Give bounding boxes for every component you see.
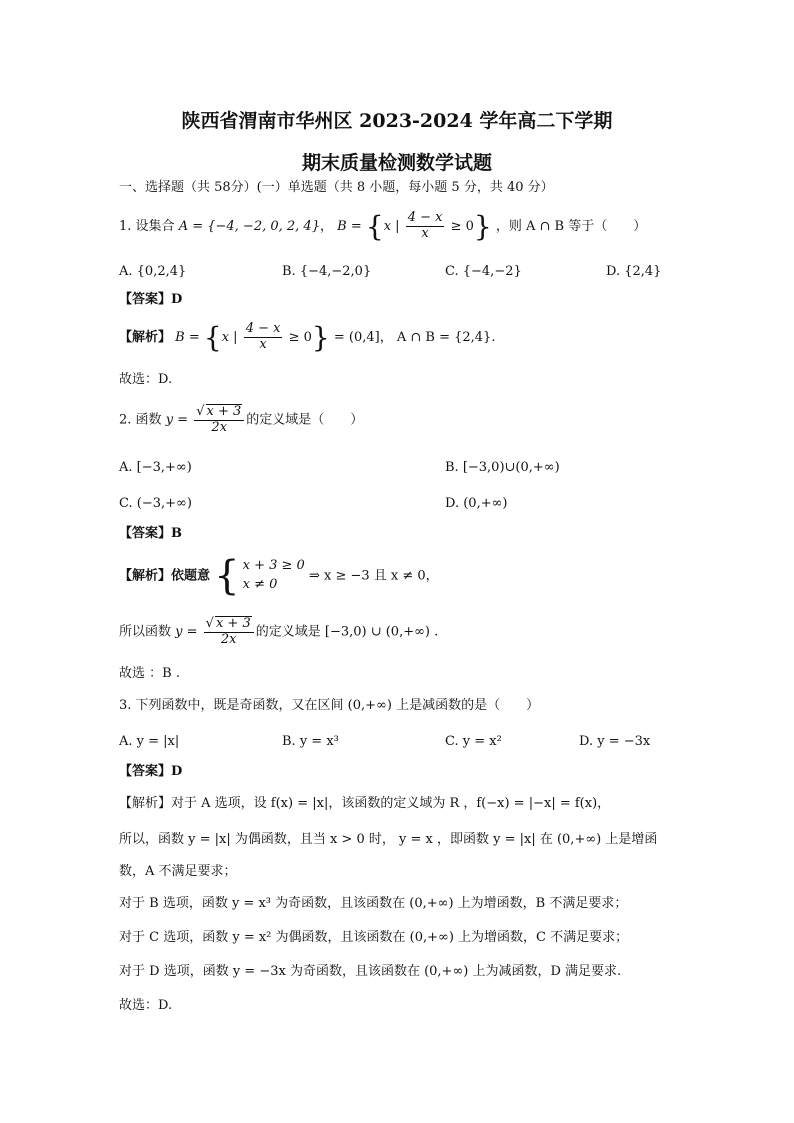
q3-analysis-line-3: 数，A 不满足要求； (119, 864, 237, 879)
q1-analysis-b: B = (175, 329, 200, 345)
q3-analysis-line-6: 对于 D 选项，函数 y = −3x 为奇函数，且该函数在 (0,+∞) 上为减函数，D 满足要求. (119, 964, 622, 979)
left-brace: { (203, 320, 222, 354)
q2-label: 2. 函数 (119, 412, 162, 428)
fraction-denominator: x (259, 336, 267, 352)
question-2 (119, 404, 363, 436)
fraction-denominator: x (421, 225, 429, 241)
q2-fraction (194, 404, 244, 436)
q3-option-a: A. y = |x| (119, 734, 180, 749)
q1-set-b-prefix: B = (337, 218, 362, 234)
sqrt-expression: x + 3 (215, 616, 251, 631)
title-line-1: 陕西省渭南市华州区 2023-2024 学年高二下学期 (181, 110, 613, 132)
q3-option-c: C. y = x² (445, 734, 502, 749)
fraction-denominator: 2x (220, 631, 237, 647)
q1-conclusion: 故选：D. (119, 372, 173, 387)
q2-so-prefix: 所以函数 (119, 624, 172, 640)
q1-set-b-condition: ≥ 0 (450, 218, 474, 234)
q2-func-lhs: y = (165, 412, 189, 428)
q1-analysis: 【解析】 B = {x | $\frac{4 - x}{x}$ ≥ 0} = (0,4]， A ∩ B = {2,4}. (119, 320, 496, 354)
q2-option-b: B. [−3,0)∪(0,+∞) (445, 460, 560, 475)
fraction-numerator: 4 − x (245, 321, 281, 336)
system-brace: { (214, 553, 240, 599)
q3-option-d: D. y = −3x (579, 734, 651, 749)
q1-option-d: D. {2,4} (606, 264, 662, 279)
q1-label: 1. 设集合 (119, 218, 175, 234)
q2-func-lhs: y = (175, 624, 198, 640)
q2-so-fraction (204, 616, 254, 648)
right-brace: } (473, 209, 492, 243)
equation-system (214, 553, 305, 599)
system-row-1: x + 3 ≥ 0 (242, 558, 305, 574)
q3-conclusion: 故选：D. (119, 998, 173, 1013)
question-1: 1. 设集合 A = {−4, −2, 0, 2, 4}， B = {x | $\frac{4 - x}{x}$ ≥ 0} ，则 A ∩ B 等于（ ） (119, 209, 647, 243)
fraction-denominator: 2x (211, 419, 228, 435)
q2-option-a: A. [−3,+∞) (119, 460, 192, 475)
question-3: 3. 下列函数中，既是奇函数，又在区间 (0,+∞) 上是减函数的是（ ） (119, 698, 540, 713)
q1-option-a: A. {0,2,4} (119, 264, 187, 279)
q2-so-tail: 的定义域是 [−3,0) ∪ (0,+∞) . (255, 624, 439, 640)
right-brace: } (311, 320, 330, 354)
q2-option-c: C. (−3,+∞) (119, 496, 192, 511)
x-var: x (221, 329, 230, 345)
q1-option-b: B. {−4,−2,0} (282, 264, 372, 279)
left-brace: { (365, 209, 384, 243)
q1-set-a: A = {−4, −2, 0, 2, 4} (178, 218, 320, 234)
q2-analysis-tail: ⇒ x ≥ −3 且 x ≠ 0， (308, 568, 439, 584)
q1-fraction (406, 211, 445, 242)
fraction-numerator: √ x + 3 (194, 404, 244, 421)
analysis-label: 【解析】 (119, 329, 172, 345)
q2-so-line (119, 616, 438, 648)
q2-answer: 【答案】B (119, 526, 182, 541)
q2-option-d: D. (0,+∞) (445, 496, 508, 511)
q3-analysis-line-2: 所以，函数 y = |x| 为偶函数，且当 x > 0 时， y = x ，即函数 y = |x| 在 (0,+∞) 上是增函 (119, 832, 658, 847)
q1-answer: 【答案】D (119, 292, 183, 307)
q3-analysis-line-1: 【解析】对于 A 选项，设 f(x) = |x|，该函数的定义域为 R ，f(−x) = |−x| = f(x)， (119, 796, 611, 811)
q2-analysis (119, 553, 439, 599)
fraction-numerator: √ x + 3 (204, 616, 254, 633)
x-var: x (383, 218, 392, 234)
q2-conclusion: 故选 ：B . (119, 666, 180, 681)
analysis-label: 【解析】依题意 (119, 568, 211, 584)
q2-tail: 的定义域是（ ） (246, 412, 364, 428)
section-heading: 一、选择题（共 58分）(一）单选题（共 8 小题，每小题 5 分，共 40 分） (119, 180, 554, 195)
q3-analysis-line-5: 对于 C 选项，函数 y = x² 为偶函数，且该函数在 (0,+∞) 上为增函数，C 不满足要求； (119, 930, 629, 945)
q1-tail: ，则 A ∩ B 等于（ ） (495, 218, 647, 234)
title-line-2: 期末质量检测数学试题 (301, 152, 492, 174)
q1-analysis-condition: ≥ 0 (288, 329, 312, 345)
q3-option-b: B. y = x³ (282, 734, 339, 749)
system-row-2: x ≠ 0 (242, 577, 278, 592)
q3-answer: 【答案】D (119, 764, 183, 779)
fraction-numerator: 4 − x (407, 210, 443, 225)
q1-option-c: C. {−4,−2} (445, 264, 522, 279)
q1-analysis-fraction (244, 322, 283, 353)
sqrt-expression: x + 3 (206, 404, 242, 419)
q1-analysis-tail: = (0,4]， A ∩ B = {2,4}. (333, 329, 496, 345)
q3-analysis-line-4: 对于 B 选项，函数 y = x³ 为奇函数，且该函数在 (0,+∞) 上为增函数，B 不满足要求； (119, 896, 628, 911)
q1-separator: ， (319, 218, 333, 234)
